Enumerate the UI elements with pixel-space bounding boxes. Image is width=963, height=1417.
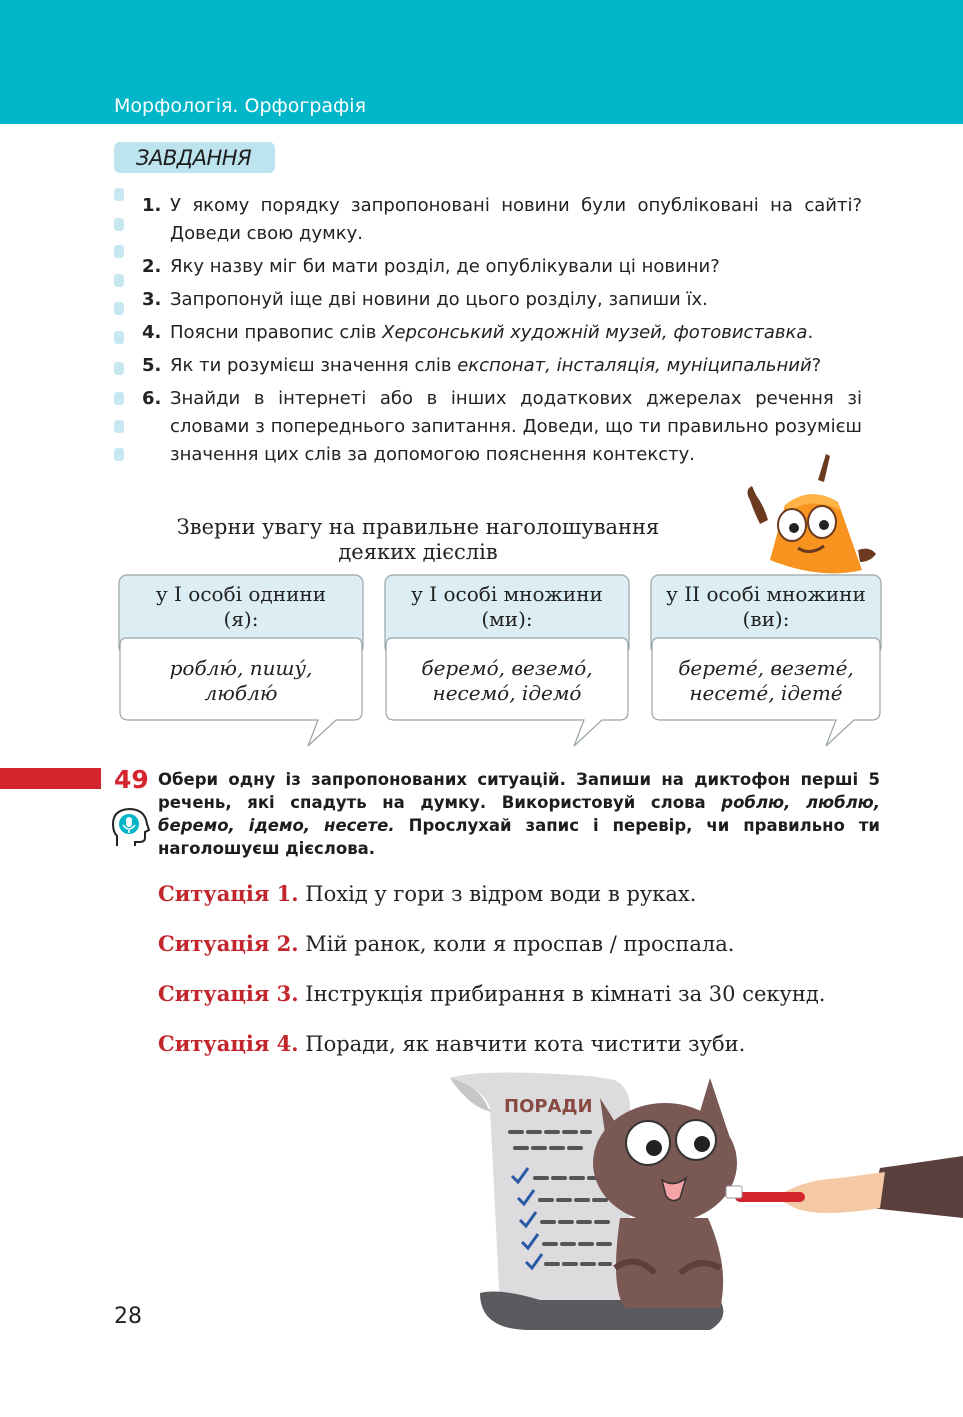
exercise-marker-bar [0,768,101,789]
task-list [142,192,862,474]
task-item: 4. Поясни правопис слів Херсонський художній музей, фотовиставка. [142,322,814,343]
bubble-words: беремо́, веземо́, несемо́, ідемо́ [421,656,593,705]
bubble-heading: у І особі множини (ми): [411,582,603,631]
task-item: 5. Як ти розумієш значення слів експонат, інсталяція, муніципальний? [142,355,822,376]
bubble-heading: у І особі однини (я): [155,582,327,631]
poster-title: ПОРАДИ [504,1096,593,1117]
cat-toothbrush-illustration [440,1068,963,1358]
situation-list [158,880,878,1080]
audio-recording-icon [111,806,151,850]
exercise-instruction: Обери одну із запропонованих ситуацій. Запиши на диктофон перші 5 речень, які спадуть на думку. Використовуй слова роблю, люблю, беремо, ідемо, несете. Прослухай запис і перевір, чи правильно ти наголошуєш дієслова. [158,770,880,858]
mascot-illustration [730,450,890,590]
stress-bubble-3 [650,574,882,750]
task-item: 1. У якому порядку запропоновані новини були опубліковані на сайті? Доведи свою думку. [142,195,862,244]
task-label [114,142,275,173]
page-number: 28 [114,1304,142,1329]
task-label-text: ЗАВДАННЯ [136,146,252,170]
situation-item: Ситуація 1. Похід у гори з відром води в руках. [158,881,697,906]
situation-item: Ситуація 4. Поради, як навчити кота чистити зуби. [158,1031,746,1056]
situation-item: Ситуація 2. Мій ранок, коли я проспав / проспала. [158,931,735,956]
bubble-words: берете́, везете́, несете́, ідете́ [678,656,854,705]
exercise-number: 49 [114,765,149,794]
situation-item: Ситуація 3. Інструкція прибирання в кімнаті за 30 секунд. [158,981,826,1006]
task-item: 6. Знайди в інтернеті або в інших додаткових джерелах речення зі словами з попереднього запитання. Доведи, що ти правильно розумієш значення цих слів за допомогою пояснення контексту. [142,388,862,465]
stress-bubble-1 [118,574,364,750]
bubble-words: роблю́, пишу́, люблю́ [169,656,313,705]
task-item: 2. Яку назву міг би мати розділ, де опублікували ці новини? [142,256,720,277]
bubble-heading: у ІІ особі множини (ви): [666,582,866,631]
stress-bubble-2 [384,574,630,750]
chapter-title: Морфологія. Орфографія [114,95,367,117]
task-item: 3. Запропонуй іще дві новини до цього розділу, запиши їх. [142,289,708,310]
note-title: Зверни увагу на правильне наголошування деяких дієслів [176,515,660,564]
